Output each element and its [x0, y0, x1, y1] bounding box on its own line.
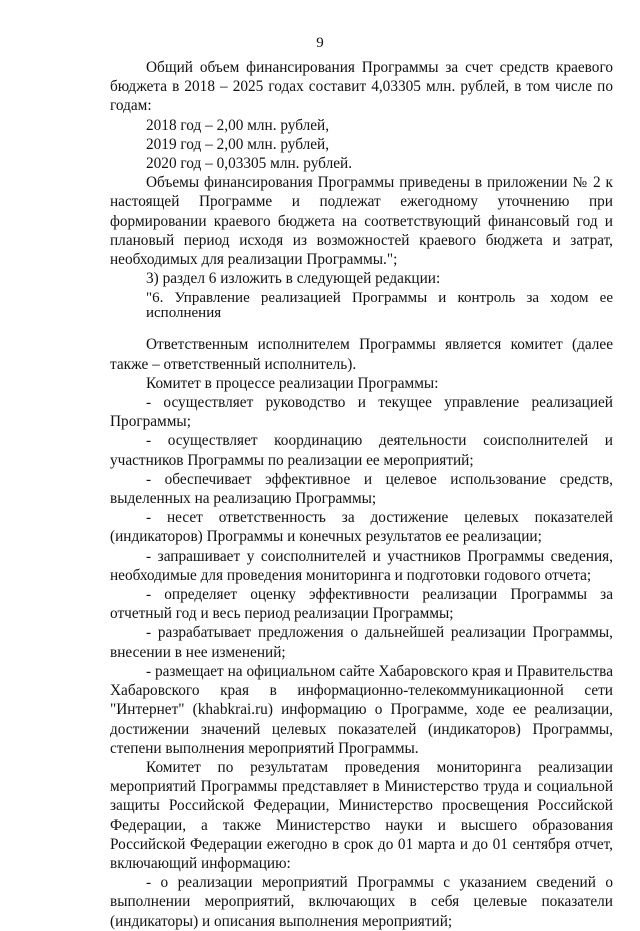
year-line: 2018 год – 2,00 млн. рублей, [146, 116, 330, 134]
year-line: 2019 год – 2,00 млн. рублей, [146, 135, 330, 153]
duty-item: - осуществляет координацию деятельности соисполнителей и участников Программы по реализации ее мероприятий; [110, 432, 613, 469]
document-body [110, 58, 613, 931]
section-title: "6. Управление реализацией Программы и контроль за ходом ее исполнения [146, 290, 613, 322]
duty-item: - разрабатывает предложения о дальнейшей реализации Программы, внесении в нее изменений; [110, 624, 613, 661]
year-line: 2020 год – 0,03305 млн. рублей. [146, 155, 353, 173]
volumes-paragraph: Объемы финансирования Программы приведены в приложении № 2 к настоящей Программе и подлежат ежегодному уточнению при формировании краевого бюджета на соответствующий финансовый год и плановый период исходя из возможностей краевого бюджета и затрат, необходимых для реализации Программы."; [110, 174, 613, 269]
duty-item: - обеспечивает эффективное и целевое использование средств, выделенных на реализацию Программы; [110, 470, 613, 508]
committee-intro: Комитет в процессе реализации Программы: [146, 374, 439, 392]
monitoring-paragraph: Комитет по результатам проведения мониторинга реализации мероприятий Программы представляет в Министерство труда и социальной защиты Российской Федерации, Министерство просвещения Российской Федерации, а также Министерство науки и высшего образования Российской Федерации ежегодно в срок до 01 марта и до 01 сентября отчет, включающий информацию: [110, 758, 613, 872]
duty-item: - несет ответственность за достижение целевых показателей (индикаторов) Программы и конечных результатов ее реализации; [110, 509, 613, 546]
financing-years-list [110, 116, 613, 174]
financing-paragraph: Общий объем финансирования Программы за счет средств краевого бюджета в 2018 – 2025 годах составит 4,03305 млн. рублей, в том числе по годам: [110, 59, 613, 115]
responsible-paragraph: Ответственным исполнителем Программы является комитет (далее также – ответственный исполнитель). [110, 336, 613, 373]
page-number: 9 [316, 35, 324, 51]
report-item: - о реализации мероприятий Программы с указанием сведений о выполнении мероприятий, включающих в себя целевые показатели (индикаторы) и описания выполнения мероприятий; [110, 874, 613, 930]
item-3-line: 3) раздел 6 изложить в следующей редакции: [146, 270, 441, 288]
duty-item: - определяет оценку эффективности реализации Программы за отчетный год и весь период реализации Программы; [110, 586, 613, 623]
duty-item: - размещает на официальном сайте Хабаровского края и Правительства Хабаровского края в информационно-телекоммуникационной сети "Интернет" (khabkrai.ru) информацию о Программе, ходе ее реализации, достижении значений целевых показателей (индикаторов) Программы, степени выполнения мероприятий Программы. [110, 662, 613, 757]
duty-item: - запрашивает у соисполнителей и участников Программы сведения, необходимые для проведения мониторинга и подготовки годового отчета; [110, 547, 613, 584]
duty-item: - осуществляет руководство и текущее управление реализацией Программы; [110, 394, 613, 431]
